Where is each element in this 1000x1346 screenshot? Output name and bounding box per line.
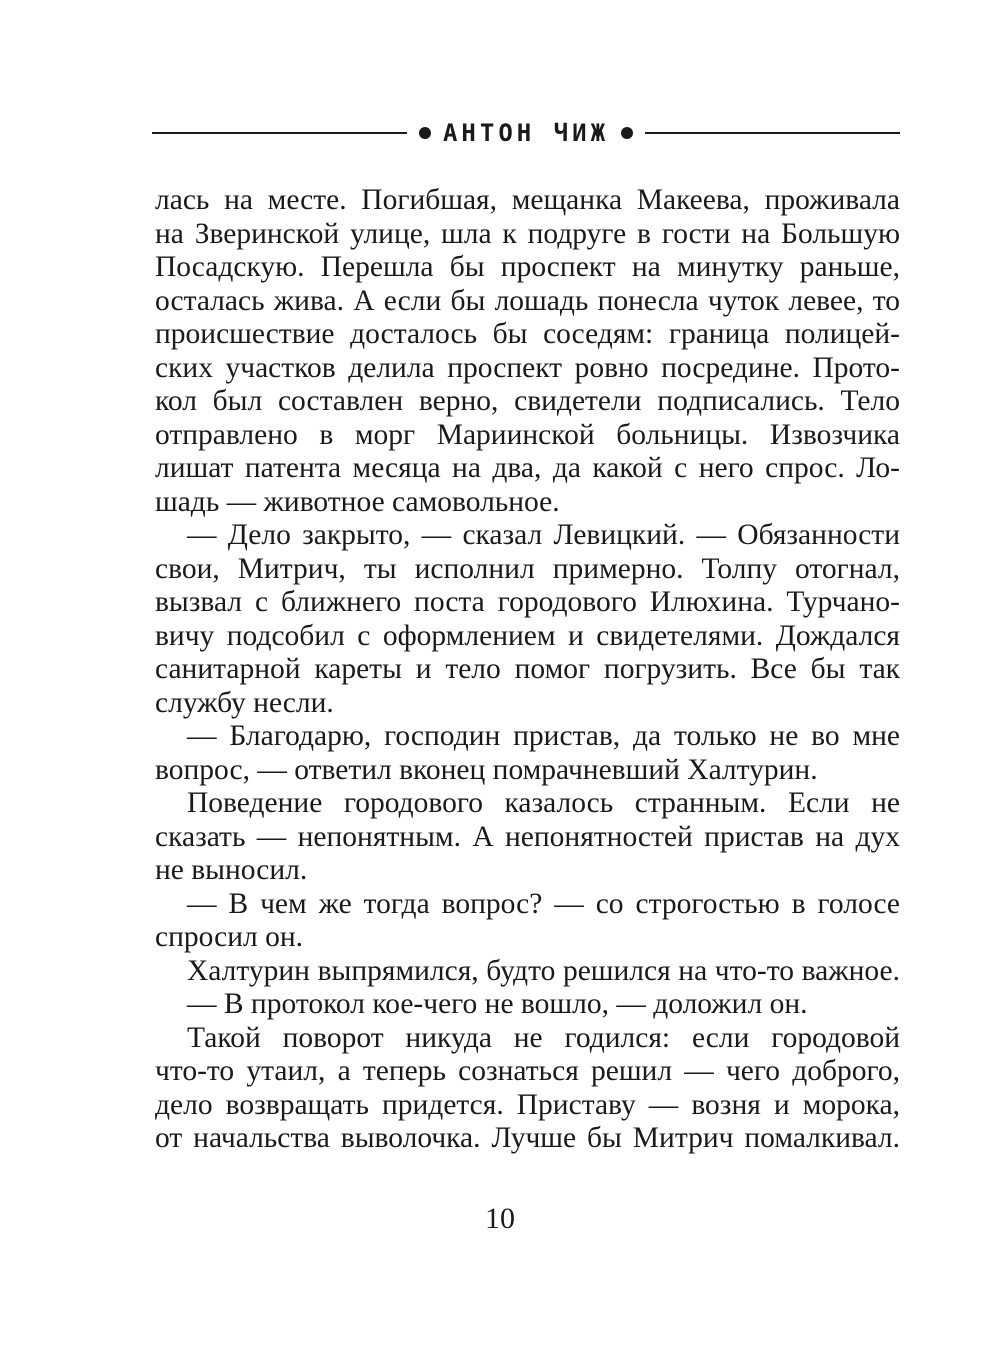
header-rule-left	[152, 132, 407, 134]
text-line: что-то утаил, а теперь сознаться решил — чего доброго,	[155, 1055, 900, 1087]
header-rule-right	[645, 132, 900, 134]
text-line: сказать — непонятным. А непонятностей пристав на дух	[155, 820, 900, 853]
text-line: не выносил.	[155, 854, 308, 886]
text-line: — В протокол кое-чего не вошло, — доложил он.	[187, 988, 808, 1020]
text-line: шадь — животное самовольное.	[155, 485, 560, 518]
text-line: Халтурин выпрямился, будто решился на что-то важное.	[187, 954, 900, 987]
text-line: — Благодарю, господин пристав, да только не во мне	[187, 720, 900, 752]
text-line: санитарной кареты и тело помог погрузить. Все бы так	[155, 653, 900, 685]
text-line: кол был составлен верно, свидетели подписались. Тело	[155, 385, 900, 417]
text-line: вопрос, — ответил вконец помрачневший Халтурин.	[155, 753, 818, 786]
text-line: службу несли.	[155, 686, 334, 719]
header-dot-left	[419, 127, 431, 139]
text-line: происшествие досталось бы соседям: граница полицей-	[155, 318, 900, 350]
text-line: свои, Митрич, ты исполнил примерно. Толпу отогнал,	[155, 552, 900, 585]
header-author-name: АНТОН ЧИЖ	[442, 119, 610, 147]
text-line: осталась жива. А если бы лошадь понесла чуток левее, то	[155, 284, 900, 317]
page-number: 10	[485, 1202, 515, 1235]
text-line: спросил он.	[155, 921, 304, 953]
text-line: ских участков делила проспект ровно посредине. Прото-	[155, 351, 900, 384]
text-line: — В чем же тогда вопрос? — со строгостью в голосе	[187, 887, 900, 920]
text-line: отправлено в морг Мариинской больницы. Извозчика	[155, 418, 900, 451]
text-line: дело возвращать придется. Приставу — возня и морока,	[155, 1088, 900, 1121]
text-line: лась на месте. Погибшая, мещанка Макеева, проживала	[155, 184, 900, 216]
text-line: вызвал с ближнего поста городового Илюхина. Турчано-	[155, 586, 900, 618]
text-line: лишат патента месяца на два, да какой с него спрос. Ло-	[155, 452, 900, 484]
text-line: Поведение городового казалось странным. Если не	[187, 787, 900, 819]
text-line: вичу подсобил с оформлением и свидетелями. Дождался	[155, 619, 900, 652]
text-line: Посадскую. Перешла бы проспект на минутку раньше,	[155, 251, 900, 283]
body-text	[155, 184, 900, 1156]
text-line: Такой поворот никуда не годился: если городовой	[187, 1021, 900, 1054]
text-line: на Зверинской улице, шла к подруге в гости на Большую	[155, 217, 900, 250]
text-line: — Дело закрыто, — сказал Левицкий. — Обязанности	[187, 519, 900, 551]
running-header	[152, 118, 900, 148]
header-dot-right	[621, 127, 633, 139]
text-line: от начальства выволочка. Лучше бы Митрич помалкивал.	[155, 1122, 900, 1154]
